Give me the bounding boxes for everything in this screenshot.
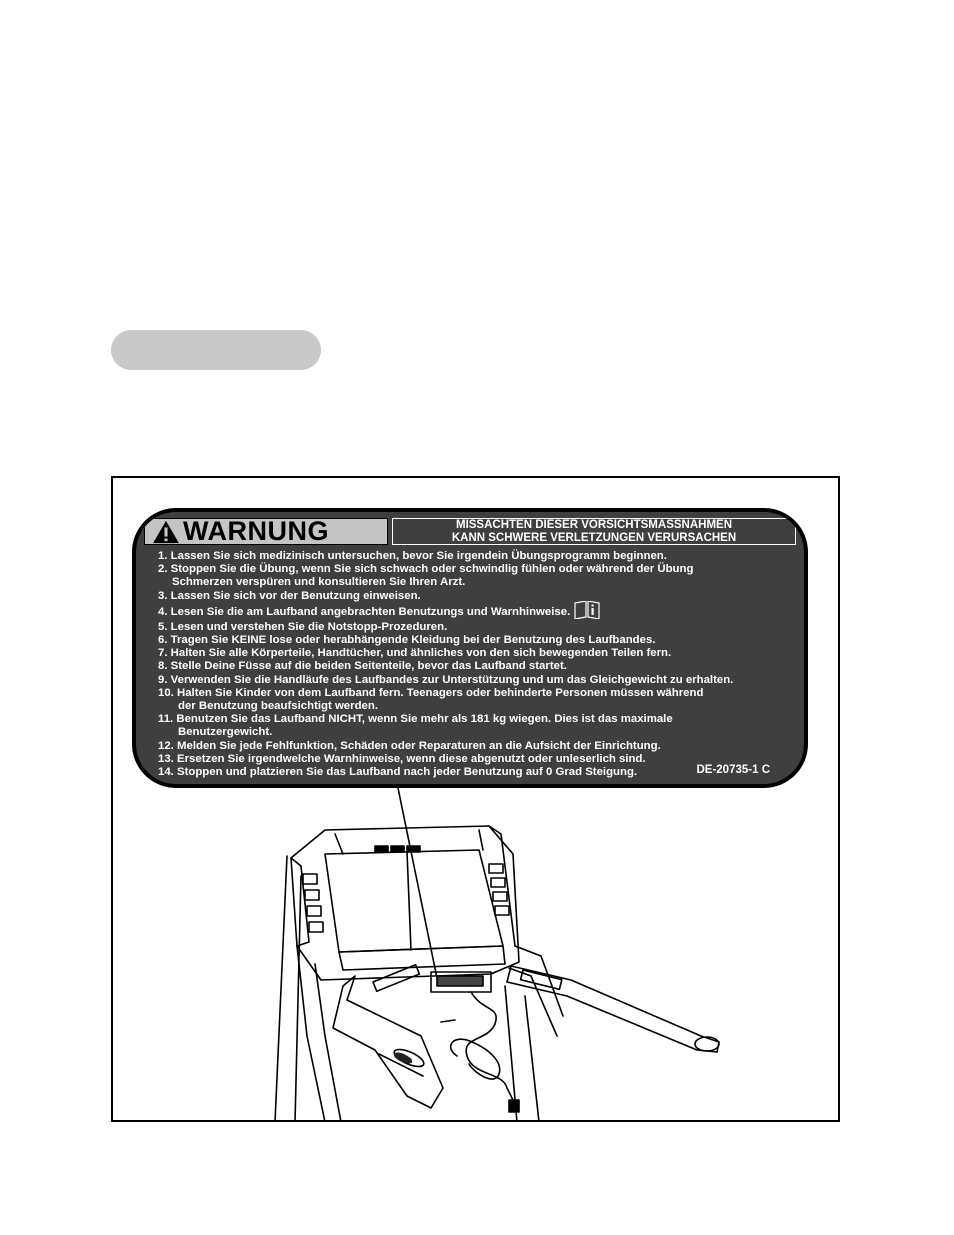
warning-item-10-continued: der Benutzung beaufsichtigt werden. <box>178 700 378 713</box>
label-part-number: DE-20735-1 C <box>696 764 770 776</box>
info-book-icon <box>574 601 600 619</box>
section-heading-pill <box>111 330 321 370</box>
warning-item-10: 10. Halten Sie Kinder von dem Laufband fern. Teenagers oder behinderte Personen müssen während <box>158 686 704 699</box>
warning-item-11: 11. Benutzen Sie das Laufband NICHT, wenn Sie mehr als 181 kg wiegen. Dies ist das maximale <box>158 713 673 726</box>
warning-item-6: 6. Tragen Sie KEINE lose oder herabhängende Kleidung bei der Benutzung des Laufbandes. <box>158 634 656 647</box>
warning-title-box <box>144 518 388 545</box>
warning-item-5: 5. Lesen und verstehen Sie die Notstopp-Prozeduren. <box>158 620 448 633</box>
warning-item-9: 9. Verwenden Sie die Handläufe des Laufbandes zur Unterstützung und um das Gleichgewicht zu erhalten. <box>158 673 734 686</box>
warning-header-line-1: MISSACHTEN DIESER VORSICHTSMASSNAHMEN <box>455 519 733 531</box>
warning-item-7: 7. Halten Sie alle Körperteile, Handtücher, und ähnliches von den sich bewegenden Teilen fern. <box>158 647 672 660</box>
warning-item-4 <box>158 603 792 621</box>
warning-item-1: 1. Lassen Sie sich medizinisch untersuchen, bevor Sie irgendein Übungsprogramm beginnen. <box>158 550 667 562</box>
warning-list <box>158 550 792 779</box>
warning-label <box>132 508 808 788</box>
warning-item-11-continued: Benutzergewicht. <box>178 726 273 739</box>
warning-triangle-icon <box>151 520 181 544</box>
warning-item-12: 12. Melden Sie jede Fehlfunktion, Schäden oder Reparaturen an die Aufsicht der Einrichtung. <box>158 739 661 752</box>
warning-item-4-text: 4. Lesen Sie die am Laufband angebrachten Benutzungs und Warnhinweise. <box>158 605 571 618</box>
warning-header <box>392 518 796 545</box>
warning-item-3: 3. Lassen Sie sich vor der Benutzung einweisen. <box>158 589 421 602</box>
leader-line <box>398 788 438 983</box>
warning-item-8: 8. Stelle Deine Füsse auf die beiden Seitenteile, bevor das Laufband startet. <box>158 660 567 673</box>
warning-title: WARNUNG <box>183 516 329 546</box>
warning-item-13: 13. Ersetzen Sie irgendwelche Warnhinweise, wenn diese abgenutzt oder unleserlich sind. <box>158 752 646 765</box>
warning-item-2: 2. Stoppen Sie die Übung, wenn Sie sich schwach oder schwindlig fühlen oder während der Übung <box>158 563 694 576</box>
warning-item-2-continued: Schmerzen verspüren und konsultieren Sie Ihren Arzt. <box>172 576 466 589</box>
warning-header-line-2: KANN SCHWERE VERLETZUNGEN VERURSACHEN <box>451 532 737 544</box>
warning-item-14: 14. Stoppen und platzieren Sie das Laufband nach jeder Benutzung auf 0 Grad Steigung. <box>158 766 638 779</box>
